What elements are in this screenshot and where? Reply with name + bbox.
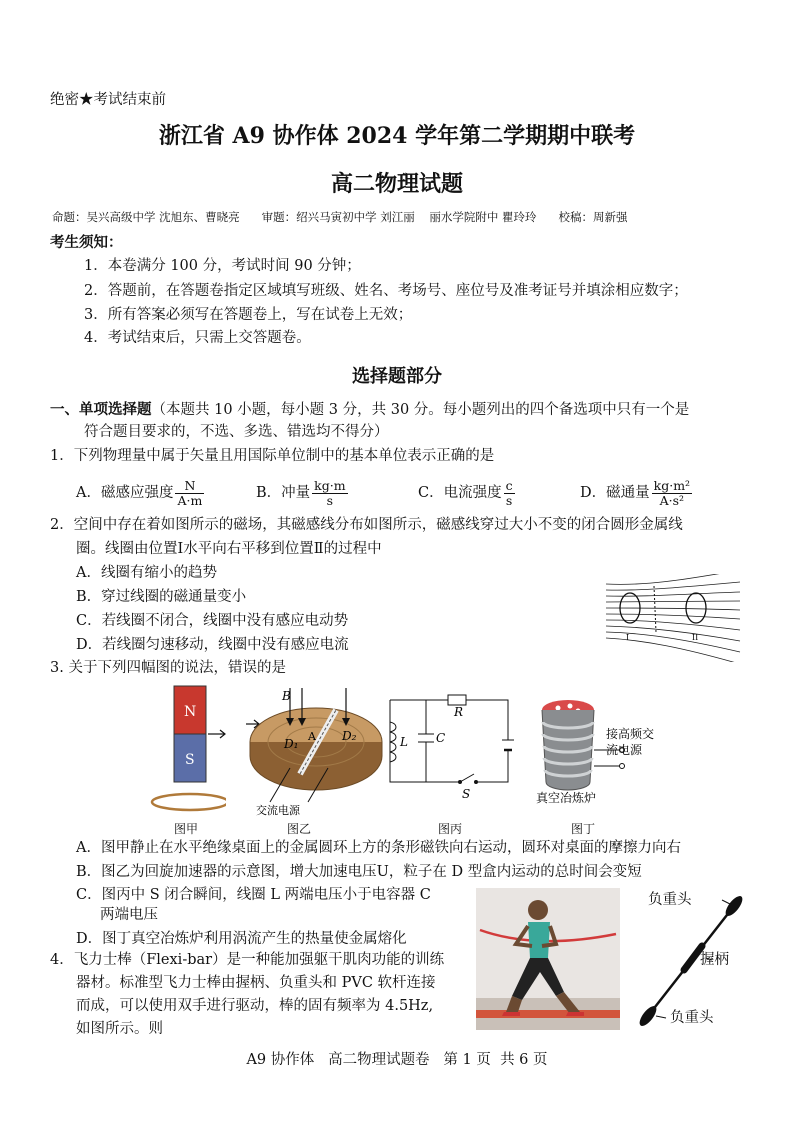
notice-item: 4．考试结束后，只需上交答题卷。 <box>84 330 311 346</box>
d2-label: D₂ <box>342 729 357 743</box>
q1-d-den: A·s² <box>659 492 685 508</box>
label-weight-head-bottom: 负重头 <box>670 1010 714 1026</box>
coil-position-2 <box>686 593 706 623</box>
label-r: R <box>454 705 464 719</box>
q1-d-fraction <box>652 479 692 508</box>
q1-a-num: N <box>175 479 204 494</box>
label-s: S <box>462 787 471 800</box>
q1-c-den: s <box>505 492 513 508</box>
q1-b-den: s <box>326 492 334 508</box>
metal-ring <box>152 794 226 810</box>
q1-b-text: B．冲量 <box>256 485 311 501</box>
d1-label: D₁ <box>284 737 299 751</box>
caption-jia: 图甲 <box>173 822 198 836</box>
fig-yi-cyclotron <box>228 684 388 820</box>
q1-b-fraction <box>312 479 347 508</box>
caption-bing: 图丙 <box>437 822 462 836</box>
q1-a-fraction <box>175 479 204 508</box>
notice-item: 2．答题前，在答题卷指定区域填写班级、姓名、考场号、座位号及准考证号并填涂相应数字； <box>84 283 688 299</box>
exam-title: 浙江省 A9 协作体 2024 学年第二学期期中联考 <box>158 123 636 149</box>
q3-option-d: D．图丁真空冶炼炉利用涡流产生的热量使金属熔化 <box>76 931 407 947</box>
magnet-s-label: S <box>185 752 195 768</box>
caption-ding: 图丁 <box>570 822 595 836</box>
caption-yi: 图乙 <box>286 822 311 836</box>
weight-head-bottom <box>637 1003 660 1028</box>
credits-line: 命题：吴兴高级中学 沈旭东、曹晓亮 审题：绍兴马寅初中学 刘江丽 丽水学院附中 瞿玲玲 校稿：周新强 <box>52 210 628 224</box>
q2-field-diagram <box>604 574 742 662</box>
q1-c-fraction <box>504 479 515 508</box>
q1-stem: 1．下列物理量中属于矢量且用国际单位制中的基本单位表示正确的是 <box>50 448 495 464</box>
q1-d-text: D．磁通量 <box>580 485 650 501</box>
label-c: C <box>436 731 446 745</box>
q1-option-c <box>418 476 517 510</box>
paper-subtitle: 高二物理试题 <box>330 171 463 197</box>
label-l: L <box>400 735 408 749</box>
notice-item: 3．所有答案必须写在答题卷上，写在试卷上无效； <box>84 307 413 323</box>
part1-intro <box>50 400 689 420</box>
notice-item: 1．本卷满分 100 分，考试时间 90 分钟； <box>84 258 361 274</box>
section-title: 选择题部分 <box>352 366 442 387</box>
q3-option-c-cont: 两端电压 <box>100 907 158 923</box>
furnace-label-2: 流电源 <box>606 743 643 757</box>
q1-option-a <box>76 476 206 510</box>
q4-line: 器材。标准型飞力士棒由握柄、负重头和 PVC 软杆连接 <box>76 975 436 991</box>
label-grip: 握柄 <box>700 952 729 968</box>
q1-option-d <box>580 476 694 510</box>
q2-option-a: A．线圈有缩小的趋势 <box>76 565 217 581</box>
ac-source-label: 交流电源 <box>256 804 300 817</box>
q2-option-d: D．若线圈匀速移动，线圈中没有感应电流 <box>76 637 349 653</box>
q2-stem-2: 圈。线圈由位置Ⅰ水平向右平移到位置Ⅱ的过程中 <box>76 541 382 557</box>
page-footer: A9 协作体 高二物理试题卷 第 1 页 共 6 页 <box>246 1052 548 1068</box>
secret-label: 绝密★考试结束前 <box>50 92 166 108</box>
point-a-label: A <box>308 730 316 743</box>
q3-stem: 3. 关于下列四幅图的说法，错误的是 <box>50 660 286 676</box>
weight-head-top <box>723 893 746 918</box>
part1-desc: （本题共 10 小题，每小题 3 分，共 30 分。每小题列出的四个备选项中只有一个是 <box>151 402 690 418</box>
coil-l <box>390 722 396 762</box>
q4-line: 4．飞力士棒（Flexi-bar）是一种能加强躯干肌肉功能的训练 <box>50 952 445 968</box>
fig-ding-furnace <box>532 690 682 810</box>
field-b-label: B <box>282 689 291 703</box>
q2-stem-1: 2．空间中存在着如图所示的磁场，其磁感线分布如图所示，磁感线穿过大小不变的闭合圆形金属线 <box>50 517 683 533</box>
q1-a-den: A·m <box>177 492 203 508</box>
notice-heading: 考生须知： <box>50 234 123 251</box>
q4-athlete-photo <box>476 888 620 1030</box>
q2-option-c: C．若线圈不闭合，线圈中没有感应电动势 <box>76 613 349 629</box>
q3-option-c: C．图丙中 S 闭合瞬间，线圈 L 两端电压小于电容器 C <box>76 887 431 903</box>
magnet-n-label: N <box>184 704 197 720</box>
field-lines <box>606 574 740 662</box>
fig-jia-magnet <box>136 682 226 818</box>
coil-label-1: I <box>626 633 630 642</box>
coil-label-2: II <box>692 633 699 642</box>
furnace-name: 真空冶炼炉 <box>536 791 597 805</box>
q1-a-text: A．磁感应强度 <box>76 485 174 501</box>
part1-desc-2: 符合题目要求的，不选、多选、错选均不得分） <box>84 424 389 440</box>
q4-line: 而成，可以使用双手进行驱动，棒的固有频率为 4.5Hz, <box>76 998 434 1014</box>
q4-line: 如图所示。则 <box>76 1021 163 1037</box>
q1-c-num: c <box>505 477 513 493</box>
resistor-r <box>448 695 466 705</box>
fig-bing-lc-circuit <box>386 690 516 800</box>
part1-label: 一、单项选择题 <box>50 401 152 418</box>
q1-d-num: kg·m² <box>653 477 691 493</box>
q1-c-text: C．电流强度 <box>418 485 502 501</box>
q1-b-num: kg·m <box>314 477 346 493</box>
q3-option-a: A．图甲静止在水平绝缘桌面上的金属圆环上方的条形磁铁向右运动，圆环对桌面的摩擦力向右 <box>76 840 681 856</box>
label-weight-head-top: 负重头 <box>648 892 692 908</box>
q2-option-b: B．穿过线圈的磁通量变小 <box>76 589 247 605</box>
circuit-wires <box>390 700 514 782</box>
q1-option-b <box>256 476 350 510</box>
furnace-label-1: 接高频交 <box>606 727 655 741</box>
q3-option-b: B．图乙为回旋加速器的示意图，增大加速电压U，粒子在 D 型盒内运动的总时间会变短 <box>76 864 642 880</box>
